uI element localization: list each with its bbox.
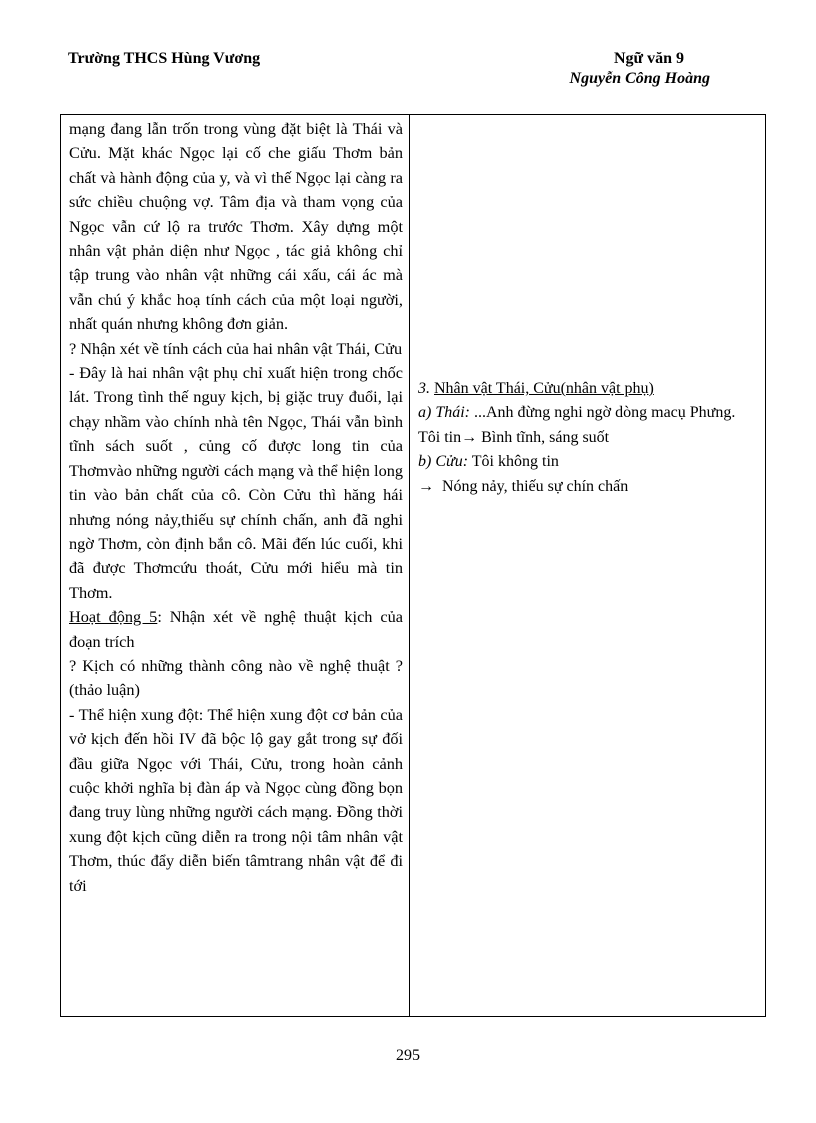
page-number: 295 (396, 1047, 420, 1064)
heading-number: 3. (418, 380, 430, 397)
item-cuu (418, 450, 759, 474)
header-right (520, 50, 710, 88)
arrow-icon: → (461, 428, 478, 446)
activity-label: Hoạt động 5 (69, 607, 158, 627)
item-thai (418, 401, 759, 450)
author-name: Nguyễn Công Hoàng (569, 70, 710, 87)
subject-title: Ngữ văn 9 (613, 50, 684, 67)
thai-result: Bình tĩnh, sáng suốt (481, 428, 610, 446)
lesson-table (60, 114, 766, 1017)
thai-label: a) Thái: (418, 404, 470, 422)
arrow-icon: → (418, 477, 434, 495)
question-thai-cuu: ? Nhận xét về tính cách của hai nhân vật Thái, Cửu (69, 338, 403, 358)
paragraph-ngoc-analysis: mạng đang lẫn trốn trong vùng đặt biệt là Thái và Cửu. Mặt khác Ngọc lại cố che giấu Thơm bản chất và hành động của y, và vì thế Ngọc lại càng ra sức chiều chuộng vợ. Tâm địa và tham vọng của Ngọc vẫn cứ lộ ra trước Thơm. Xây dựng một nhân vật phản diện như Ngọc , tác giả không chỉ tập trung vào nhân vật những cái xấu, cái ác mà vẫn chú ý khắc hoạ tính cách của một loại người, nhất quán nhưng không đơn giản. (69, 119, 403, 334)
school-name: Trường THCS Hùng Vương (68, 50, 261, 67)
activity-text: : Nhận xét về nghệ thuật kịch của đoạn trích (69, 607, 403, 651)
cuu-quote: Tôi không tin (471, 453, 559, 471)
table-row (61, 115, 766, 1017)
left-column-text (61, 115, 409, 898)
thai-quote: ...Anh đừng nghi ngờ dòng macụ Phưng. Tôi tin (418, 404, 736, 446)
question-art: ? Kịch có những thành công nào về nghệ thuật ? (thảo luận) (69, 655, 403, 700)
right-column (410, 115, 766, 1017)
left-column (61, 115, 410, 1017)
section-heading (418, 377, 759, 401)
paragraph-conflict: - Thể hiện xung đột: Thể hiện xung đột cơ bản của vở kịch đến hồi IV đã bộc lộ gay gắt trong sự đối đầu giữa Ngọc với Thái, Cửu, trong hoàn cảnh cuộc khởi nghĩa bị đàn áp và Ngọc cùng đồng bọn đang truy lùng những người cách mạng. Đồng thời xung đột kịch cũng diễn ra trong nội tâm nhân vật Thơm, thúc đẩy diễn biến tâmtrang nhân vật để đi tới (69, 704, 403, 895)
paragraph-thai-cuu: - Đây là hai nhân vật phụ chỉ xuất hiện trong chốc lát. Trong tình thế nguy kịch, bị giặc truy đuổi, lại chạy nhầm vào chính nhà tên Ngọc, Thái vẫn bình tĩnh sách suốt , củng cố được long tin của Thơmvào những người cách mạng và thể hiện long tin vào bản chất của cô. Còn Cửu thì hăng hái nhưng nóng nảy,thiếu sự chính chấn, anh đã nghi ngờ Thơm, còn định bắn cô. Mãi đến lúc cuối, khi đã được Thơmcứu thoát, Cửu mới hiểu mà tin Thơm. (69, 363, 403, 602)
item-cuu-result (418, 475, 759, 499)
cuu-label: b) Cửu: (418, 453, 469, 471)
heading-text: Nhân vật Thái, Cửu(nhân vật phụ) (434, 380, 654, 397)
cuu-result: Nóng nảy, thiếu sự chín chấn (442, 477, 629, 495)
activity-5 (69, 605, 403, 654)
right-column-text (410, 115, 765, 499)
